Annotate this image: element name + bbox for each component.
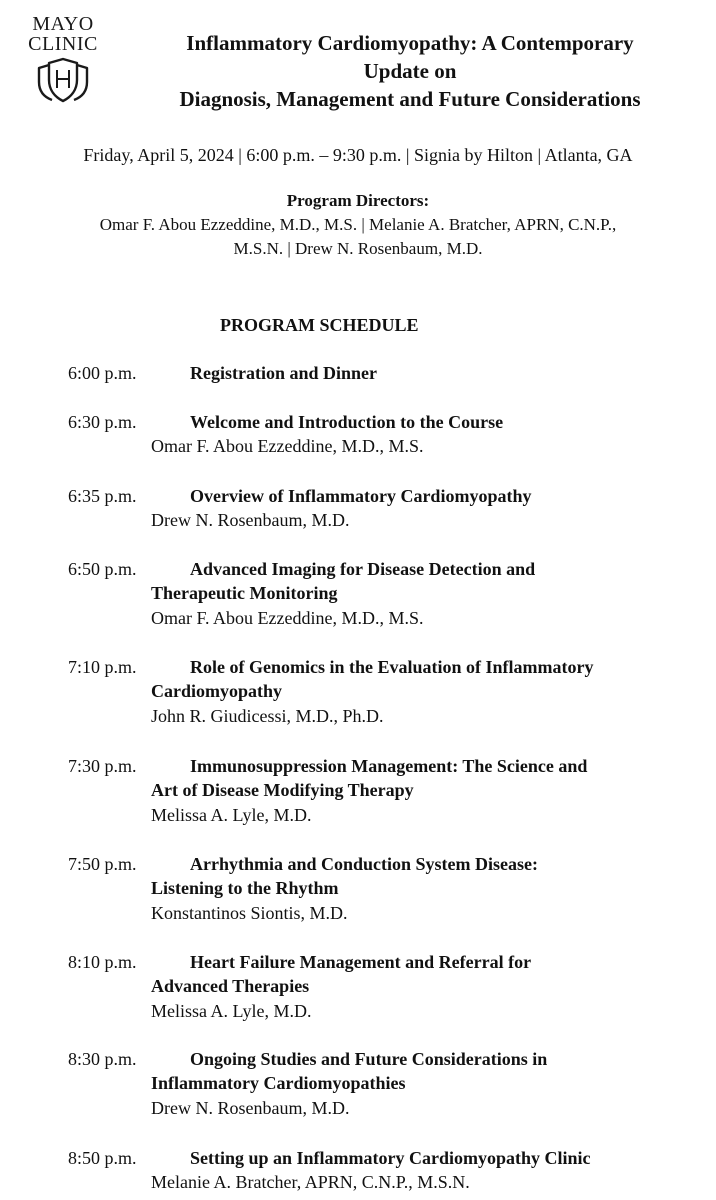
document-title — [110, 29, 710, 113]
mayo-clinic-shields-icon — [30, 56, 96, 104]
session-speaker: Drew N. Rosenbaum, M.D. — [151, 1098, 350, 1118]
schedule-time: 8:50 p.m. — [68, 1148, 137, 1168]
session-speaker: Omar F. Abou Ezzeddine, M.D., M.S. — [151, 608, 424, 628]
title-line-3: Diagnosis, Management and Future Considerations — [179, 87, 641, 111]
session-title-line-1: Welcome and Introduction to the Course — [190, 412, 504, 432]
session-title-line-1: Registration and Dinner — [190, 363, 378, 383]
session-speaker: Melanie A. Bratcher, APRN, C.N.P., M.S.N. — [151, 1172, 470, 1192]
session-title-line-1: Ongoing Studies and Future Considerations in — [190, 1049, 548, 1069]
session-title-line-1: Role of Genomics in the Evaluation of Inflammatory — [190, 657, 594, 677]
session-title-line-1: Setting up an Inflammatory Cardiomyopathy Clinic — [190, 1148, 591, 1168]
schedule-time: 6:30 p.m. — [68, 412, 137, 432]
session-title-line-2: Cardiomyopathy — [151, 681, 283, 701]
logo-word-mayo: MAYO — [32, 13, 94, 35]
session-title-line-1: Overview of Inflammatory Cardiomyopathy — [190, 486, 532, 506]
session-title — [151, 484, 671, 508]
session-title-line-1: Arrhythmia and Conduction System Disease: — [190, 854, 539, 874]
directors-line-1: Omar F. Abou Ezzeddine, M.D., M.S. | Melanie A. Bratcher, APRN, C.N.P., — [99, 215, 617, 234]
session-title-line-2: Art of Disease Modifying Therapy — [151, 780, 414, 800]
schedule-time: 7:30 p.m. — [68, 756, 137, 776]
schedule-time: 7:50 p.m. — [68, 854, 137, 874]
session-title — [151, 754, 671, 802]
schedule-time: 8:10 p.m. — [68, 952, 137, 972]
session-title-line-1: Advanced Imaging for Disease Detection and — [190, 559, 536, 579]
session-speaker: Konstantinos Siontis, M.D. — [151, 903, 348, 923]
schedule-time: 6:50 p.m. — [68, 559, 137, 579]
directors-line-2: M.S.N. | Drew N. Rosenbaum, M.D. — [233, 239, 483, 258]
session-title-line-2: Advanced Therapies — [151, 976, 310, 996]
session-title — [151, 410, 671, 434]
schedule-time: 6:35 p.m. — [68, 486, 137, 506]
session-title-line-2: Listening to the Rhythm — [151, 878, 339, 898]
session-title-line-1: Heart Failure Management and Referral for — [190, 952, 532, 972]
schedule-time: 7:10 p.m. — [68, 657, 137, 677]
session-title — [151, 655, 671, 703]
mayo-clinic-logo — [22, 14, 104, 104]
session-title — [151, 1146, 671, 1170]
session-title-line-1: Immunosuppression Management: The Science and — [190, 756, 588, 776]
schedule-time: 8:30 p.m. — [68, 1049, 137, 1069]
session-title — [151, 1047, 671, 1095]
session-speaker: John R. Giudicessi, M.D., Ph.D. — [151, 706, 384, 726]
session-title — [151, 557, 671, 605]
session-speaker: Melissa A. Lyle, M.D. — [151, 1001, 312, 1021]
session-title-line-2: Inflammatory Cardiomyopathies — [151, 1073, 406, 1093]
logo-word-clinic: CLINIC — [28, 33, 98, 55]
title-line-1: Inflammatory Cardiomyopathy: A Contemporary — [186, 31, 634, 55]
session-title — [151, 950, 671, 998]
program-directors-heading: Program Directors: — [286, 191, 430, 210]
program-directors-names — [30, 213, 686, 261]
event-details: Friday, April 5, 2024 | 6:00 p.m. – 9:30 p.m. | Signia by Hilton | Atlanta, GA — [83, 145, 633, 165]
schedule-time: 6:00 p.m. — [68, 363, 137, 383]
title-line-2: Update on — [363, 59, 457, 83]
program-schedule-heading: PROGRAM SCHEDULE — [220, 315, 419, 335]
session-speaker: Omar F. Abou Ezzeddine, M.D., M.S. — [151, 436, 424, 456]
session-title-line-2: Therapeutic Monitoring — [151, 583, 338, 603]
session-title — [151, 361, 671, 385]
session-speaker: Drew N. Rosenbaum, M.D. — [151, 510, 350, 530]
session-speaker: Melissa A. Lyle, M.D. — [151, 805, 312, 825]
session-title — [151, 852, 671, 900]
